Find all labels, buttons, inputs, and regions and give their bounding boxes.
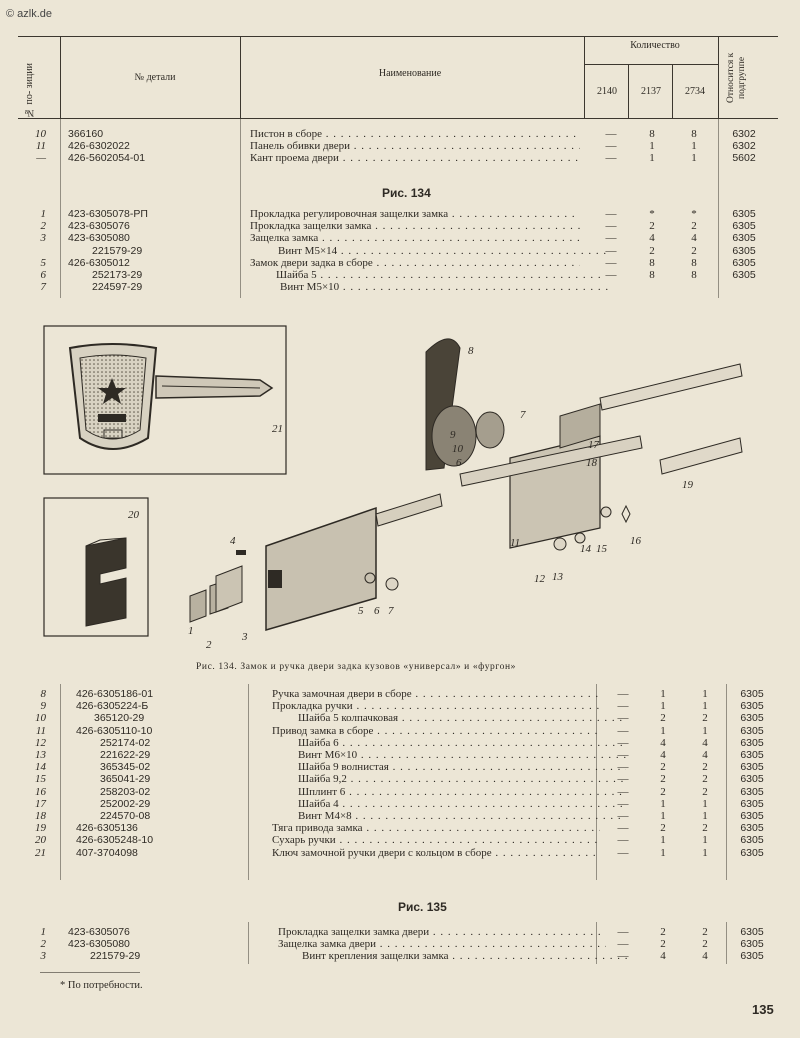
table-row [0,245,800,257]
position-number: 12 [35,736,46,749]
qty-2734: 1 [702,700,708,713]
part-number: 426-5602054-01 [68,152,146,165]
footnote: * По потребности. [60,980,143,991]
qty-2140: — [605,232,617,245]
subgroup: 6305 [732,220,756,233]
qty-2137: 2 [660,712,666,725]
header-2140: 2140 [597,86,617,97]
subgroup: 6305 [740,846,764,859]
table-row [0,950,800,962]
qty-2137: * [649,208,655,220]
part-number: 366160 [68,128,104,140]
position-number: 3 [40,232,46,245]
qty-2734: 8 [691,128,697,140]
part-number: 426-6305012 [68,256,130,269]
table-row [0,220,800,232]
qty-2140: — [617,749,629,761]
qty-2140: — [605,208,617,220]
figure-135-title: Рис. 135 [398,900,447,914]
qty-2137: 1 [660,834,666,847]
part-number: 423-6305080 [68,938,130,951]
position-number: 13 [35,749,46,761]
position-number: 1 [40,208,46,220]
figure-callout-label: 6 [374,605,380,617]
part-name: Винт М5×10 . . . [280,281,610,293]
position-number: 7 [40,281,46,294]
subgroup: 6305 [740,785,764,798]
position-number: 17 [35,797,46,810]
subgroup: 5602 [732,152,756,165]
figure-callout-label: 13 [552,571,563,583]
part-number: 221622-29 [100,749,151,761]
qty-2140: — [617,700,629,713]
table-row [0,281,800,293]
qty-2140: — [617,822,629,835]
part-number: 426-6305110-10 [76,724,153,737]
subgroup: 6305 [732,244,756,257]
position-number: 11 [35,724,46,737]
part-name: Замок двери задка в сборе . . . [250,257,580,269]
table-row [0,688,800,700]
qty-2137: 1 [660,810,666,822]
position-number: 10 [35,712,46,725]
subgroup: 6305 [740,810,764,822]
header-quantity: Количество [630,40,680,51]
table-row [0,773,800,785]
part-number: 221579-29 [92,244,143,257]
header-2734: 2734 [685,86,705,97]
figure-callout-label: 11 [510,537,521,549]
figure-callout-label: 10 [452,443,463,455]
figure-callout-label: 8 [468,345,474,357]
table-row [0,834,800,846]
table-row [0,712,800,724]
part-name: Прокладка защелки замка . . . [250,220,580,232]
qty-2137: 8 [649,269,655,281]
qty-2140: — [605,256,617,269]
part-name: Ручка замочная двери в сборе . . . [272,688,600,700]
qty-2140: — [617,761,629,774]
qty-2137: 2 [660,938,666,951]
qty-2734: 2 [702,938,708,951]
qty-2137: 4 [649,232,655,245]
qty-2140: — [605,220,617,233]
subgroup: 6305 [740,773,764,786]
header-part-no: № детали [134,72,176,83]
figure-callout-label: 16 [630,535,641,547]
part-name: Винт крепления защелки замка . . . [302,950,630,962]
part-number: 426-6302022 [68,140,130,153]
qty-2140: — [605,152,617,165]
position-number: 1 [40,926,46,938]
table-row [0,926,800,938]
part-number: 252174-02 [100,736,151,749]
figure-callout-label: 21 [272,423,283,435]
subgroup: 6305 [732,232,756,245]
subgroup: 6305 [740,822,764,835]
part-name: Кант проема двери . . . [250,152,580,164]
qty-2137: 4 [660,950,666,963]
table-row [0,152,800,164]
subgroup: 6305 [740,688,764,700]
qty-2140: — [617,810,629,822]
header-position-no: № по- зиции [24,62,35,118]
part-name: Прокладка защелки замка двери . . . [278,926,606,938]
qty-2734: 2 [702,761,708,774]
figure-callout-label: 17 [588,439,599,451]
position-number: 5 [40,256,46,269]
figure-callout-label: 4 [230,535,236,547]
qty-2140: — [617,834,629,847]
qty-2734: 1 [702,810,708,822]
table-row [0,232,800,244]
qty-2137: 8 [649,128,655,140]
figure-callout-label: 3 [242,631,248,643]
qty-2140: — [617,736,629,749]
position-number: 21 [35,846,46,859]
qty-2137: 2 [660,773,666,786]
qty-2734: 2 [691,220,697,233]
qty-2734: 4 [702,950,708,963]
qty-2140: — [617,785,629,798]
qty-2734: 4 [691,232,697,245]
figure-callout-label: 5 [358,605,364,617]
part-name: Шайба 9,2 . . . [298,773,626,785]
part-number: 407-3704098 [76,846,138,859]
qty-2137: 1 [660,846,666,859]
part-name: Шайба 5 колпачковая . . . [298,712,626,724]
subgroup: 6305 [740,950,764,963]
qty-2734: 1 [702,797,708,810]
qty-2140: — [617,938,629,951]
part-number: 252173-29 [92,269,143,281]
qty-2734: 2 [702,926,708,938]
part-name: Панель обивки двери . . . [250,140,580,152]
qty-2734: 2 [702,773,708,786]
subgroup: 6305 [732,256,756,269]
part-number: 252002-29 [100,797,151,810]
table-row [0,700,800,712]
part-name: Шайба 6 . . . [298,737,626,749]
part-name: Винт М4×8 . . . [298,810,626,822]
subgroup: 6305 [732,208,756,220]
figure-callout-label: 2 [206,639,212,651]
part-number: 221579-29 [90,950,141,963]
qty-2140: — [617,846,629,859]
subgroup: 6305 [740,749,764,761]
table-row [0,140,800,152]
header-2137: 2137 [641,86,661,97]
subgroup: 6305 [732,269,756,281]
qty-2137: 1 [660,688,666,700]
qty-2137: 1 [649,152,655,165]
part-name: Винт М6×10 . . . [298,749,626,761]
part-number: 423-6305076 [68,220,130,233]
table-row [0,749,800,761]
part-number: 365041-29 [100,773,151,786]
qty-2137: 2 [660,822,666,835]
figure-134-illustration [40,318,760,658]
part-name: Шайба 9 волнистая . . . [298,761,626,773]
subgroup: 6305 [740,712,764,725]
qty-2137: 1 [660,700,666,713]
part-number: 426-6305136 [76,822,138,835]
part-number: 423-6305078-РП [68,208,148,220]
figure-callout-label: 15 [596,543,607,555]
table-row [0,786,800,798]
qty-2137: 1 [660,724,666,737]
qty-2140: — [617,797,629,810]
qty-2137: 2 [660,785,666,798]
subgroup: 6305 [740,761,764,774]
part-name: Прокладка регулировочная защелки замка . . . [250,208,580,220]
part-number: 258203-02 [100,785,151,798]
subgroup: 6305 [740,797,764,810]
part-name: Винт М5×14 . . . [278,245,608,257]
figure-callout-label: 18 [586,457,597,469]
table-row [0,798,800,810]
table-row [0,938,800,950]
figure-callout-label: 7 [520,409,526,421]
figure-callout-label: 12 [534,573,545,585]
figure-callout-label: 20 [128,509,139,521]
rod-icon [600,364,742,410]
figure-callout-label: 6 [456,457,462,469]
position-number: 8 [40,688,46,700]
position-number: 16 [35,785,46,798]
qty-2140: — [617,724,629,737]
part-name: Пистон в сборе . . . [250,128,580,140]
position-number: 3 [40,950,46,963]
part-name: Прокладка ручки . . . [272,700,600,712]
figure-134-caption: Рис. 134. Замок и ручка двери задка кузовов «универсал» и «фургон» [196,662,517,672]
part-number: 426-6305224-Б [76,700,149,713]
part-number: 365120-29 [94,712,145,725]
table-row [0,208,800,220]
qty-2137: 2 [649,244,655,257]
part-number: 365345-02 [100,761,151,774]
qty-2140: — [617,773,629,786]
qty-2137: 2 [660,761,666,774]
qty-2734: 8 [691,256,697,269]
position-number: 15 [35,773,46,786]
figure-callout-label: 1 [188,625,194,637]
figure-callout-label: 7 [388,605,394,617]
table-row [0,810,800,822]
table-row [0,761,800,773]
position-number: 2 [40,220,46,233]
qty-2137: 2 [660,926,666,938]
table-row [0,737,800,749]
watermark: © azlk.de [6,8,53,20]
table-row [0,822,800,834]
qty-2140: — [605,244,617,257]
position-number: 11 [35,140,46,153]
subgroup: 6305 [740,926,764,938]
qty-2734: 1 [702,688,708,700]
table-row [0,128,800,140]
qty-2140: — [617,950,629,963]
part-number: 224597-29 [92,281,143,294]
qty-2140: — [617,688,629,700]
qty-2734: 1 [691,152,697,165]
part-name: Ключ замочной ручки двери с кольцом в сборе . . . [272,847,600,859]
subgroup: 6305 [740,700,764,713]
qty-2734: 1 [691,140,697,153]
part-name: Привод замка в сборе . . . [272,725,600,737]
part-number: 423-6305076 [68,926,130,938]
header-name: Наименование [378,68,442,79]
qty-2734: 8 [691,269,697,281]
qty-2734: 1 [702,724,708,737]
qty-2137: 4 [660,749,666,761]
qty-2137: 2 [649,220,655,233]
qty-2734: 4 [702,736,708,749]
qty-2734: 2 [702,822,708,835]
position-number: 2 [40,938,46,951]
page-number: 135 [752,1002,774,1017]
subgroup: 6305 [740,736,764,749]
part-name: Шайба 5 . . . [276,269,606,281]
position-number: 19 [35,822,46,835]
qty-2140: — [605,128,617,140]
qty-2734: 1 [702,846,708,859]
qty-2137: 1 [660,797,666,810]
part-name: Шплинт 6 . . . [298,786,626,798]
figure-callout-label: 19 [682,479,693,491]
qty-2734: 2 [702,712,708,725]
qty-2140: — [617,926,629,938]
position-number: 14 [35,761,46,774]
qty-2734: 4 [702,749,708,761]
figure-134-title: Рис. 134 [382,186,431,200]
qty-2140: — [617,712,629,725]
part-name: Тяга привода замка . . . [272,822,600,834]
table-row [0,725,800,737]
part-name: Сухарь ручки . . . [272,834,600,846]
part-name: Защелка замка . . . [250,232,580,244]
header-subgroup: Относится к подгруппе [726,52,747,104]
position-number: 20 [35,834,46,847]
position-number: 10 [35,128,46,140]
part-number: 426-6305186-01 [76,688,154,700]
qty-2734: 2 [702,785,708,798]
figure-callout-label: 14 [580,543,591,555]
subgroup: 6302 [732,140,756,153]
qty-2137: 8 [649,256,655,269]
position-number: — [36,152,46,165]
part-name: Защелка замка двери . . . [278,938,606,950]
qty-2137: 1 [649,140,655,153]
qty-2140: — [605,269,617,281]
table-row [0,257,800,269]
position-number: 18 [35,810,46,822]
part-number: 423-6305080 [68,232,130,245]
figure-callout-label: 9 [450,429,456,441]
subgroup: 6302 [732,128,756,140]
subgroup: 6305 [740,834,764,847]
qty-2734: 1 [702,834,708,847]
subgroup: 6305 [740,724,764,737]
part-name: Шайба 4 . . . [298,798,626,810]
qty-2137: 4 [660,736,666,749]
qty-2734: 2 [691,244,697,257]
part-number: 426-6305248-10 [76,834,154,847]
position-number: 9 [40,700,46,713]
subgroup: 6305 [740,938,764,951]
table-row [0,847,800,859]
qty-2734: * [691,208,697,220]
position-number: 6 [40,269,46,281]
qty-2140: — [605,140,617,153]
part-number: 224570-08 [100,810,151,822]
table-row [0,269,800,281]
